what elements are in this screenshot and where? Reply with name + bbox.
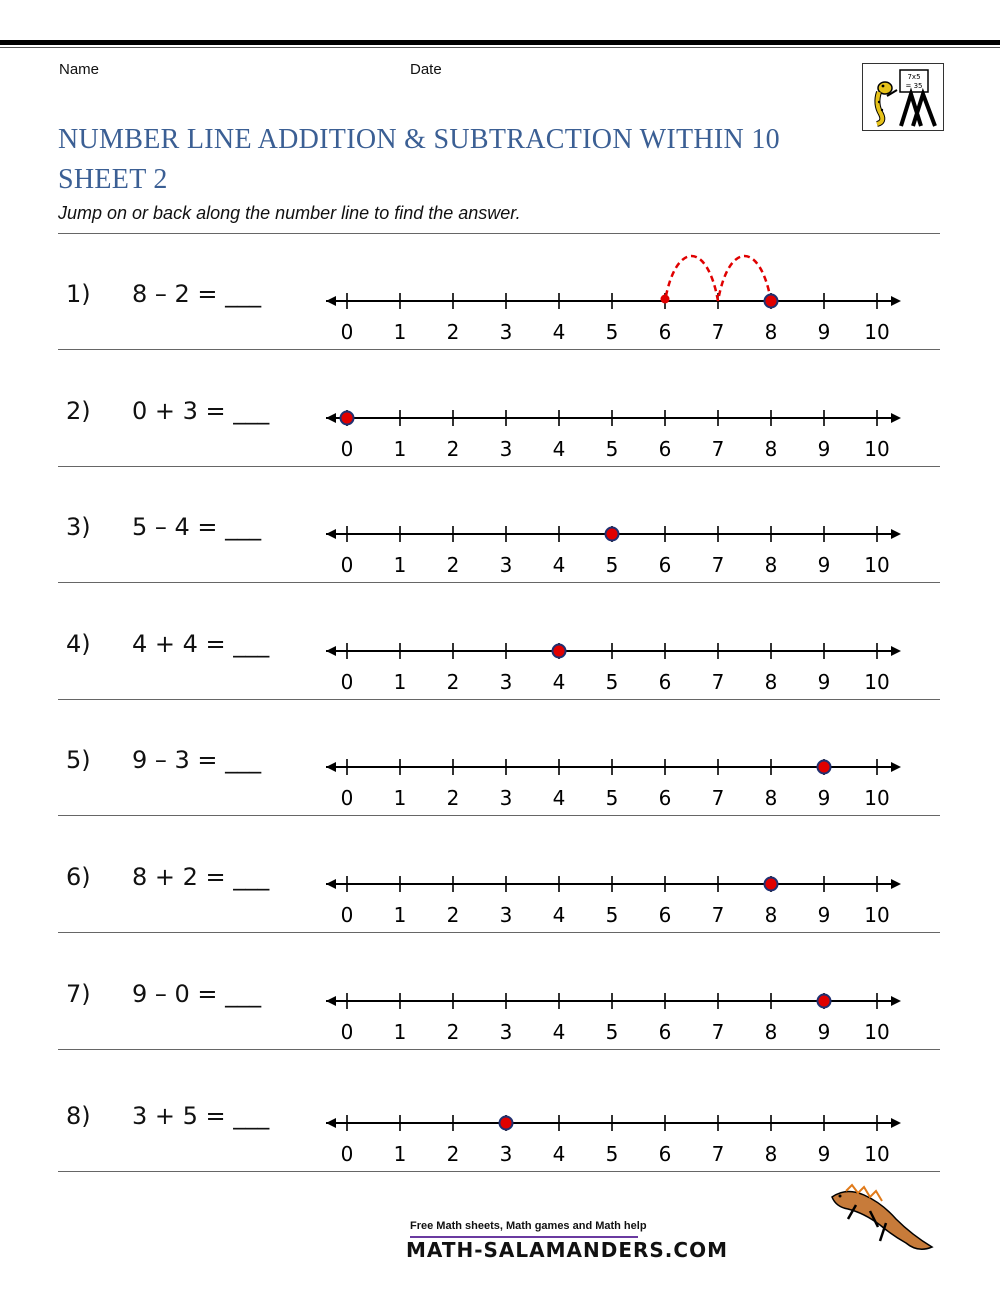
tick-label: 3: [499, 670, 513, 694]
top-rule-thin: [0, 47, 1000, 48]
question-number: 1): [66, 280, 91, 308]
tick-label: 0: [340, 320, 354, 344]
tick-label: 7: [711, 553, 725, 577]
tick-label: 3: [499, 1020, 513, 1044]
start-dot: [765, 295, 778, 308]
tick-label: 7: [711, 320, 725, 344]
svg-text:7x5: 7x5: [907, 73, 921, 81]
arrow-left-icon: [326, 996, 336, 1006]
tick-label: 9: [817, 1020, 831, 1044]
arrow-left-icon: [326, 879, 336, 889]
number-line: [318, 981, 908, 1044]
tick-label: 10: [864, 1020, 890, 1044]
tick-label: 6: [658, 320, 672, 344]
tick-label: 3: [499, 437, 513, 461]
tick-label: 2: [446, 786, 460, 810]
tick-label: 6: [658, 1020, 672, 1044]
tick-label: 2: [446, 320, 460, 344]
tick-label: 2: [446, 670, 460, 694]
arrow-right-icon: [891, 996, 901, 1006]
tick-label: 9: [817, 670, 831, 694]
tick-label: 0: [340, 1020, 354, 1044]
row-divider: [58, 699, 940, 700]
tick-label: 1: [393, 553, 407, 577]
tick-label: 6: [658, 786, 672, 810]
arrow-left-icon: [326, 413, 336, 423]
number-line: [318, 747, 908, 810]
tick-label: 4: [552, 437, 566, 461]
number-line: [318, 864, 908, 927]
tick-label: 1: [393, 786, 407, 810]
tick-label: 6: [658, 670, 672, 694]
tick-label: 4: [552, 786, 566, 810]
tick-label: 4: [552, 320, 566, 344]
arrow-left-icon: [326, 1118, 336, 1128]
jump-arc: [718, 256, 771, 301]
question-number: 5): [66, 746, 91, 774]
arrow-right-icon: [891, 646, 901, 656]
start-dot: [341, 412, 354, 425]
arrow-left-icon: [326, 296, 336, 306]
question-number: 3): [66, 513, 91, 541]
tick-label: 5: [605, 1142, 619, 1166]
tick-label: 7: [711, 670, 725, 694]
tick-label: 3: [499, 1142, 513, 1166]
number-line: [318, 631, 908, 694]
arrow-right-icon: [891, 296, 901, 306]
arrow-right-icon: [891, 413, 901, 423]
number-line: [318, 281, 908, 344]
question-number: 8): [66, 1102, 91, 1130]
tick-label: 8: [764, 320, 778, 344]
name-label: Name: [59, 61, 100, 78]
tick-label: 3: [499, 903, 513, 927]
tick-label: 9: [817, 320, 831, 344]
tick-label: 3: [499, 786, 513, 810]
tick-label: 5: [605, 670, 619, 694]
question-number: 2): [66, 397, 91, 425]
tick-label: 6: [658, 903, 672, 927]
tick-label: 3: [499, 320, 513, 344]
tick-label: 8: [764, 437, 778, 461]
tick-label: 7: [711, 1142, 725, 1166]
tick-label: 9: [817, 1142, 831, 1166]
tick-label: 1: [393, 320, 407, 344]
start-dot: [818, 761, 831, 774]
tick-label: 2: [446, 553, 460, 577]
tick-label: 9: [817, 553, 831, 577]
jump-arc: [665, 256, 718, 301]
svg-text:= 35: = 35: [905, 82, 923, 90]
row-divider: [58, 932, 940, 933]
salamander-icon: [877, 82, 897, 124]
tick-label: 5: [605, 320, 619, 344]
tick-label: 5: [605, 437, 619, 461]
tick-label: 9: [817, 903, 831, 927]
arrow-right-icon: [891, 879, 901, 889]
number-line: [318, 398, 908, 461]
tick-label: 8: [764, 786, 778, 810]
start-dot: [500, 1117, 513, 1130]
row-divider: [58, 1171, 940, 1172]
question-number: 6): [66, 863, 91, 891]
tick-label: 8: [764, 903, 778, 927]
arrow-left-icon: [326, 762, 336, 772]
top-rule: [0, 40, 1000, 45]
question-expression: 5 – 4 = ___: [132, 513, 262, 541]
tick-label: 0: [340, 903, 354, 927]
tick-label: 5: [605, 553, 619, 577]
tick-label: 6: [658, 1142, 672, 1166]
tick-label: 8: [764, 1020, 778, 1044]
row-divider: [58, 815, 940, 816]
tick-label: 5: [605, 1020, 619, 1044]
tick-label: 6: [658, 553, 672, 577]
tick-label: 2: [446, 437, 460, 461]
divider: [58, 233, 940, 234]
question-expression: 9 – 3 = ___: [132, 746, 262, 774]
tick-label: 7: [711, 1020, 725, 1044]
tick-label: 10: [864, 320, 890, 344]
jump-end-dot: [661, 295, 670, 304]
arrow-left-icon: [326, 529, 336, 539]
tick-label: 0: [340, 670, 354, 694]
page-title: NUMBER LINE ADDITION & SUBTRACTION WITHIN 10: [58, 124, 780, 155]
tick-label: 1: [393, 437, 407, 461]
tick-label: 2: [446, 1020, 460, 1044]
question-number: 7): [66, 980, 91, 1008]
question-number: 4): [66, 630, 91, 658]
tick-label: 2: [446, 903, 460, 927]
arrow-left-icon: [326, 646, 336, 656]
row-divider: [58, 582, 940, 583]
instructions: Jump on or back along the number line to find the answer.: [58, 203, 521, 223]
tick-label: 0: [340, 1142, 354, 1166]
tick-label: 7: [711, 903, 725, 927]
footer-tagline: Free Math sheets, Math games and Math help: [410, 1220, 647, 1232]
tick-label: 0: [340, 437, 354, 461]
start-dot: [818, 995, 831, 1008]
tick-label: 8: [764, 670, 778, 694]
question-expression: 9 – 0 = ___: [132, 980, 262, 1008]
start-dot: [765, 878, 778, 891]
tick-label: 10: [864, 437, 890, 461]
tick-label: 3: [499, 553, 513, 577]
number-line: [318, 514, 908, 577]
footer-brand: MATH-SALAMANDERS.COM: [406, 1238, 728, 1262]
tick-label: 10: [864, 553, 890, 577]
tick-label: 5: [605, 786, 619, 810]
tick-label: 6: [658, 437, 672, 461]
row-divider: [58, 349, 940, 350]
question-expression: 4 + 4 = ___: [132, 630, 270, 658]
tick-label: 2: [446, 1142, 460, 1166]
tick-label: 1: [393, 1020, 407, 1044]
tick-label: 9: [817, 437, 831, 461]
tick-label: 4: [552, 1020, 566, 1044]
salamander-logo: [862, 63, 944, 131]
row-divider: [58, 466, 940, 467]
tick-label: 7: [711, 786, 725, 810]
start-dot: [606, 528, 619, 541]
arrow-right-icon: [891, 1118, 901, 1128]
tick-label: 8: [764, 553, 778, 577]
tick-label: 4: [552, 1142, 566, 1166]
tick-label: 4: [552, 670, 566, 694]
tick-label: 8: [764, 1142, 778, 1166]
tick-label: 10: [864, 1142, 890, 1166]
tick-label: 9: [817, 786, 831, 810]
tick-label: 10: [864, 670, 890, 694]
date-label: Date: [410, 61, 442, 78]
tick-label: 1: [393, 1142, 407, 1166]
question-expression: 0 + 3 = ___: [132, 397, 270, 425]
tick-label: 7: [711, 437, 725, 461]
tick-label: 10: [864, 786, 890, 810]
tick-label: 4: [552, 903, 566, 927]
tick-label: 10: [864, 903, 890, 927]
tick-label: 5: [605, 903, 619, 927]
row-divider: [58, 1049, 940, 1050]
question-expression: 8 – 2 = ___: [132, 280, 262, 308]
number-line: [318, 1103, 908, 1166]
tick-label: 1: [393, 670, 407, 694]
salamander-illustration: [826, 1183, 938, 1259]
start-dot: [553, 645, 566, 658]
question-expression: 8 + 2 = ___: [132, 863, 270, 891]
arrow-right-icon: [891, 529, 901, 539]
arrow-right-icon: [891, 762, 901, 772]
tick-label: 0: [340, 786, 354, 810]
tick-label: 4: [552, 553, 566, 577]
question-expression: 3 + 5 = ___: [132, 1102, 270, 1130]
tick-label: 1: [393, 903, 407, 927]
tick-label: 0: [340, 553, 354, 577]
page-subtitle: SHEET 2: [58, 164, 168, 195]
